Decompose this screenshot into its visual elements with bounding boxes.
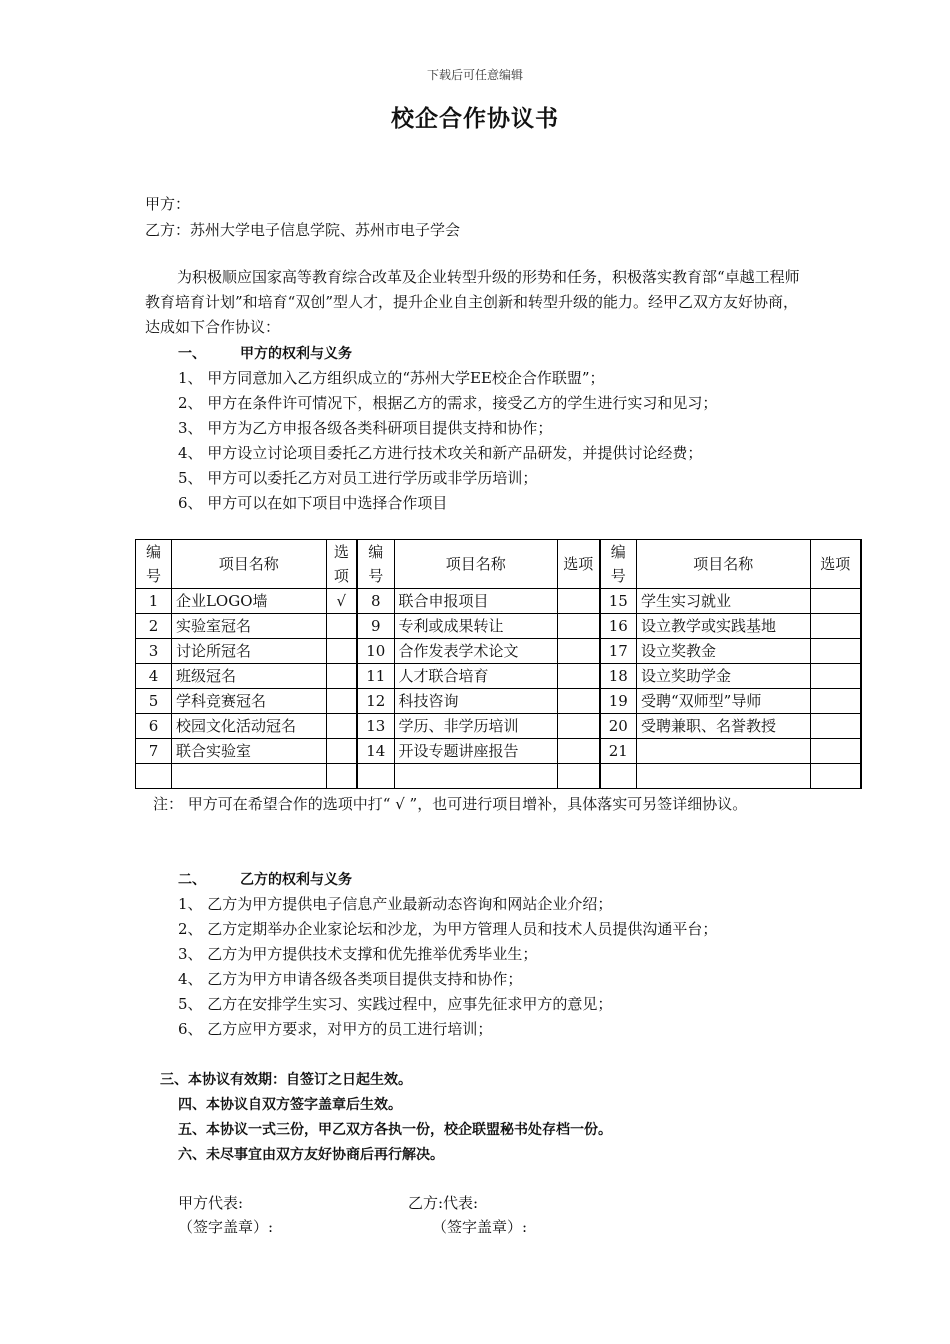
- item-number: 14: [357, 739, 394, 764]
- section1-item: 2、 甲方在条件许可情况下，根据乙方的需求，接受乙方的学生进行实习和见习；: [178, 394, 718, 412]
- item-select[interactable]: [326, 689, 357, 714]
- item-select[interactable]: [326, 739, 357, 764]
- header-name: 项目名称: [171, 540, 326, 589]
- blank-cell: [394, 764, 558, 789]
- item-select[interactable]: [810, 639, 861, 664]
- party-a-representative: 甲方代表:: [178, 1194, 244, 1212]
- clause-6: 六、未尽事宜由双方友好协商后再行解决。: [178, 1147, 444, 1163]
- item-select[interactable]: [558, 739, 600, 764]
- item-select[interactable]: [558, 639, 600, 664]
- item-number: 6: [136, 714, 172, 739]
- item-select[interactable]: [558, 589, 600, 614]
- table-header-row: [136, 540, 862, 589]
- section2-number: 二、: [178, 872, 206, 888]
- item-select[interactable]: [810, 689, 861, 714]
- item-number: 12: [357, 689, 394, 714]
- item-select[interactable]: [326, 664, 357, 689]
- section2-heading: [178, 869, 352, 889]
- blank-cell: [637, 764, 811, 789]
- item-name: [637, 739, 811, 764]
- item-name: 讨论所冠名: [171, 639, 326, 664]
- section2-item: 6、 乙方应甲方要求，对甲方的员工进行培训；: [178, 1020, 493, 1038]
- table-row: [136, 739, 862, 764]
- blank-cell: [136, 764, 172, 789]
- section1-item: 4、 甲方设立讨论项目委托乙方进行技术攻关和新产品研发，并提供讨论经费；: [178, 444, 703, 462]
- item-number: 5: [136, 689, 172, 714]
- section1-item: 1、 甲方同意加入乙方组织成立的“苏州大学EE校企合作联盟”；: [178, 369, 605, 387]
- item-name: 学历、非学历培训: [394, 714, 558, 739]
- item-select[interactable]: [810, 664, 861, 689]
- item-number: 10: [357, 639, 394, 664]
- table-row: [136, 689, 862, 714]
- item-name: 学生实习就业: [637, 589, 811, 614]
- item-select[interactable]: [810, 714, 861, 739]
- item-select[interactable]: [558, 714, 600, 739]
- item-number: 19: [600, 689, 637, 714]
- section1-item: 6、 甲方可以在如下项目中选择合作项目: [178, 494, 448, 512]
- item-name: 学科竞赛冠名: [171, 689, 326, 714]
- item-number: 9: [357, 614, 394, 639]
- item-number: 2: [136, 614, 172, 639]
- item-number: 7: [136, 739, 172, 764]
- item-name: 受聘“双师型”导师: [637, 689, 811, 714]
- table-row: [136, 714, 862, 739]
- section2-title: 乙方的权利与义务: [240, 872, 352, 888]
- section1-heading: [178, 343, 352, 363]
- header-num: 编号: [357, 540, 394, 589]
- item-select[interactable]: [326, 614, 357, 639]
- intro-paragraph: 为积极顺应国家高等教育综合改革及企业转型升级的形势和任务，积极落实教育部“卓越工程师教育培育计划”和培育“双创”型人才，提升企业自主创新和转型升级的能力。经甲乙双方友好协商，达成如下合作协议：: [145, 268, 800, 336]
- item-number: 1: [136, 589, 172, 614]
- item-name: 专利或成果转让: [394, 614, 558, 639]
- blank-cell: [600, 764, 637, 789]
- section2-item: 3、 乙方为甲方提供技术支撑和优先推举优秀毕业生；: [178, 945, 538, 963]
- section1-item: 3、 甲方为乙方申报各级各类科研项目提供支持和协作；: [178, 419, 553, 437]
- clause-4: 四、本协议自双方签字盖章后生效。: [178, 1097, 402, 1113]
- item-select[interactable]: [326, 714, 357, 739]
- item-select[interactable]: [558, 614, 600, 639]
- party-a-signature-seal: （签字盖章）:: [178, 1218, 274, 1236]
- blank-cell[interactable]: [326, 764, 357, 789]
- document-title: 校企合作协议书: [391, 106, 559, 132]
- section2-item: 4、 乙方为甲方申请各级各类项目提供支持和协作；: [178, 970, 523, 988]
- section2-item: 1、 乙方为甲方提供电子信息产业最新动态咨询和网站企业介绍；: [178, 895, 613, 913]
- table-row: [136, 664, 862, 689]
- item-name: 合作发表学术论文: [394, 639, 558, 664]
- section1-number: 一、: [178, 346, 206, 362]
- item-number: 4: [136, 664, 172, 689]
- party-b: 乙方：苏州大学电子信息学院、苏州市电子学会: [145, 221, 461, 239]
- table-note: 注： 甲方可在希望合作的选项中打“ √ ”，也可进行项目增补，具体落实可另签详细协议。: [153, 795, 748, 813]
- item-number: 13: [357, 714, 394, 739]
- cooperation-items-table: [135, 539, 862, 789]
- clause-5: 五、本协议一式三份，甲乙双方各执一份，校企联盟秘书处存档一份。: [178, 1122, 612, 1138]
- item-number: 18: [600, 664, 637, 689]
- header-select: 选项: [558, 540, 600, 589]
- item-number: 8: [357, 589, 394, 614]
- item-name: 设立奖助学金: [637, 664, 811, 689]
- header-select: 选项: [810, 540, 861, 589]
- item-name: 联合实验室: [171, 739, 326, 764]
- item-name: 科技咨询: [394, 689, 558, 714]
- header-num: 编号: [136, 540, 172, 589]
- header-note: 下载后可任意编辑: [426, 68, 523, 82]
- table-row: [136, 639, 862, 664]
- header-num: 编号: [600, 540, 637, 589]
- section1-item: 5、 甲方可以委托乙方对员工进行学历或非学历培训；: [178, 469, 538, 487]
- item-select[interactable]: [558, 689, 600, 714]
- blank-cell: [171, 764, 326, 789]
- item-select[interactable]: [810, 739, 861, 764]
- section2-item: 2、 乙方定期举办企业家论坛和沙龙，为甲方管理人员和技术人员提供沟通平台；: [178, 920, 718, 938]
- item-number: 17: [600, 639, 637, 664]
- item-number: 15: [600, 589, 637, 614]
- item-name: 企业LOGO墙: [171, 589, 326, 614]
- section1-title: 甲方的权利与义务: [240, 346, 352, 362]
- item-name: 设立奖教金: [637, 639, 811, 664]
- header-name: 项目名称: [637, 540, 811, 589]
- item-select[interactable]: [810, 614, 861, 639]
- item-name: 设立教学或实践基地: [637, 614, 811, 639]
- section2-item: 5、 乙方在安排学生实习、实践过程中，应事先征求甲方的意见；: [178, 995, 613, 1013]
- item-name: 实验室冠名: [171, 614, 326, 639]
- item-number: 3: [136, 639, 172, 664]
- clause-3: 三、本协议有效期：自签订之日起生效。: [160, 1072, 412, 1088]
- blank-cell[interactable]: [810, 764, 861, 789]
- party-a: 甲方：: [145, 195, 191, 213]
- header-name: 项目名称: [394, 540, 558, 589]
- item-name: 班级冠名: [171, 664, 326, 689]
- item-select[interactable]: [326, 639, 357, 664]
- item-name: 校园文化活动冠名: [171, 714, 326, 739]
- item-number: 21: [600, 739, 637, 764]
- item-name: 受聘兼职、名誉教授: [637, 714, 811, 739]
- header-select: 选项: [326, 540, 357, 589]
- item-name: 人才联合培育: [394, 664, 558, 689]
- item-select[interactable]: [558, 664, 600, 689]
- party-b-signature-seal: （签字盖章）:: [432, 1218, 528, 1236]
- item-number: 20: [600, 714, 637, 739]
- table-row: [136, 589, 862, 614]
- item-name: 联合申报项目: [394, 589, 558, 614]
- blank-cell: [357, 764, 394, 789]
- item-select[interactable]: √: [326, 589, 357, 614]
- table-row-blank: [136, 764, 862, 789]
- party-b-representative: 乙方:代表:: [408, 1194, 479, 1212]
- item-number: 16: [600, 614, 637, 639]
- item-select[interactable]: [810, 589, 861, 614]
- blank-cell[interactable]: [558, 764, 600, 789]
- table-row: [136, 614, 862, 639]
- item-number: 11: [357, 664, 394, 689]
- item-name: 开设专题讲座报告: [394, 739, 558, 764]
